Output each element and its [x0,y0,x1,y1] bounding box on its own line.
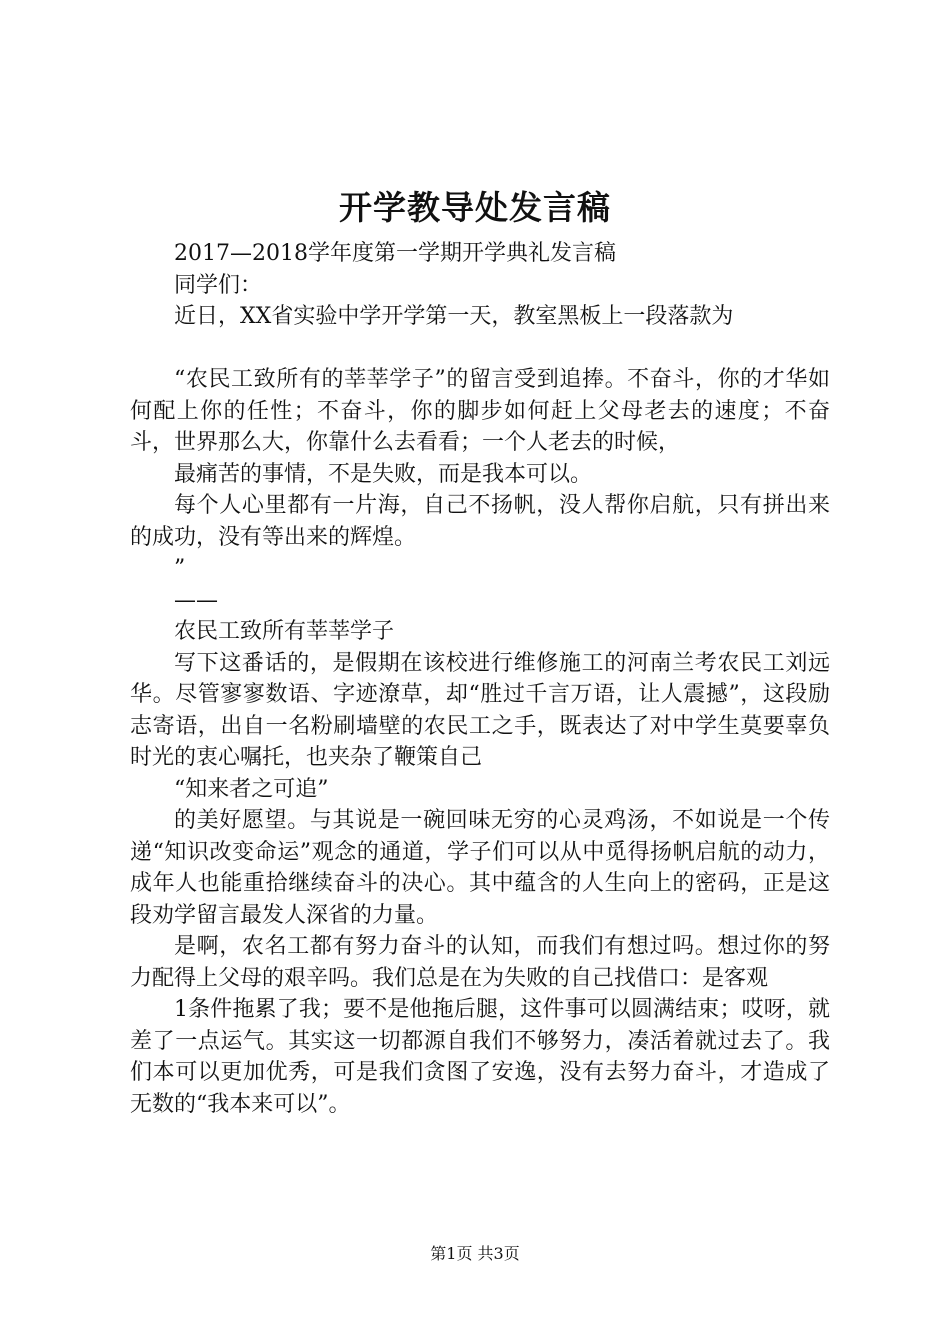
paragraph: 写下这番话的，是假期在该校进行维修施工的河南兰考农民工刘远华。尽管寥寥数语、字迹潦草，却“胜过千言万语，让人震撼”，这段励志寄语，出自一名粉刷墙壁的农民工之手，既表达了对中学生莫要辜负时光的衷心嘱托，也夹杂了鞭策自己 [130,650,830,770]
paragraph: 每个人心里都有一片海，自己不扬帆，没人帮你启航，只有拼出来的成功，没有等出来的辉煌。 [130,493,830,550]
page-number-footer: 第1页 共3页 [430,1244,520,1263]
paragraph-quote: “知来者之可追” [174,776,329,802]
paragraph: “农民工致所有的莘莘学子”的留言受到追捧。不奋斗，你的才华如何配上你的任性；不奋斗，你的脚步如何赶上父母老去的速度；不奋斗，世界那么大，你靠什么去看看；一个人老去的时候， [130,367,830,455]
paragraph-salutation: 同学们： [174,272,263,298]
paragraph-subtitle: 2017—2018学年度第一学期开学典礼发言稿 [174,241,616,266]
paragraph-signature: 农民工致所有莘莘学子 [174,619,395,644]
paragraph: 1条件拖累了我；要不是他拖后腿，这件事可以圆满结束；哎呀，就差了一点运气。其实这一切都源自我们不够努力，凑活着就过去了。我们本可以更加优秀，可是我们贪图了安逸，没有去努力奋斗，才造成了无数的“我本来可以”。 [130,997,830,1117]
document-title: 开学教导处发言稿 [339,188,611,227]
paragraph: 最痛苦的事情，不是失败，而是我本可以。 [174,461,593,487]
document-body [130,238,830,1120]
paragraph-dash: —— [174,587,218,613]
paragraph-quote-mark: ” [174,556,186,581]
paragraph: 是啊，农名工都有努力奋斗的认知，而我们有想过吗。想过你的努力配得上父母的艰辛吗。我们总是在为失败的自己找借口：是客观 [130,934,830,991]
paragraph: 近日，XX省实验中学开学第一天，教室黑板上一段落款为 [174,304,734,329]
paragraph: 的美好愿望。与其说是一碗回味无穷的心灵鸡汤，不如说是一个传递“知识改变命运”观念的通道，学子们可以从中觅得扬帆启航的动力，成年人也能重拾继续奋斗的决心。其中蕴含的人生向上的密码，正是这段劝学留言最发人深省的力量。 [130,808,830,928]
